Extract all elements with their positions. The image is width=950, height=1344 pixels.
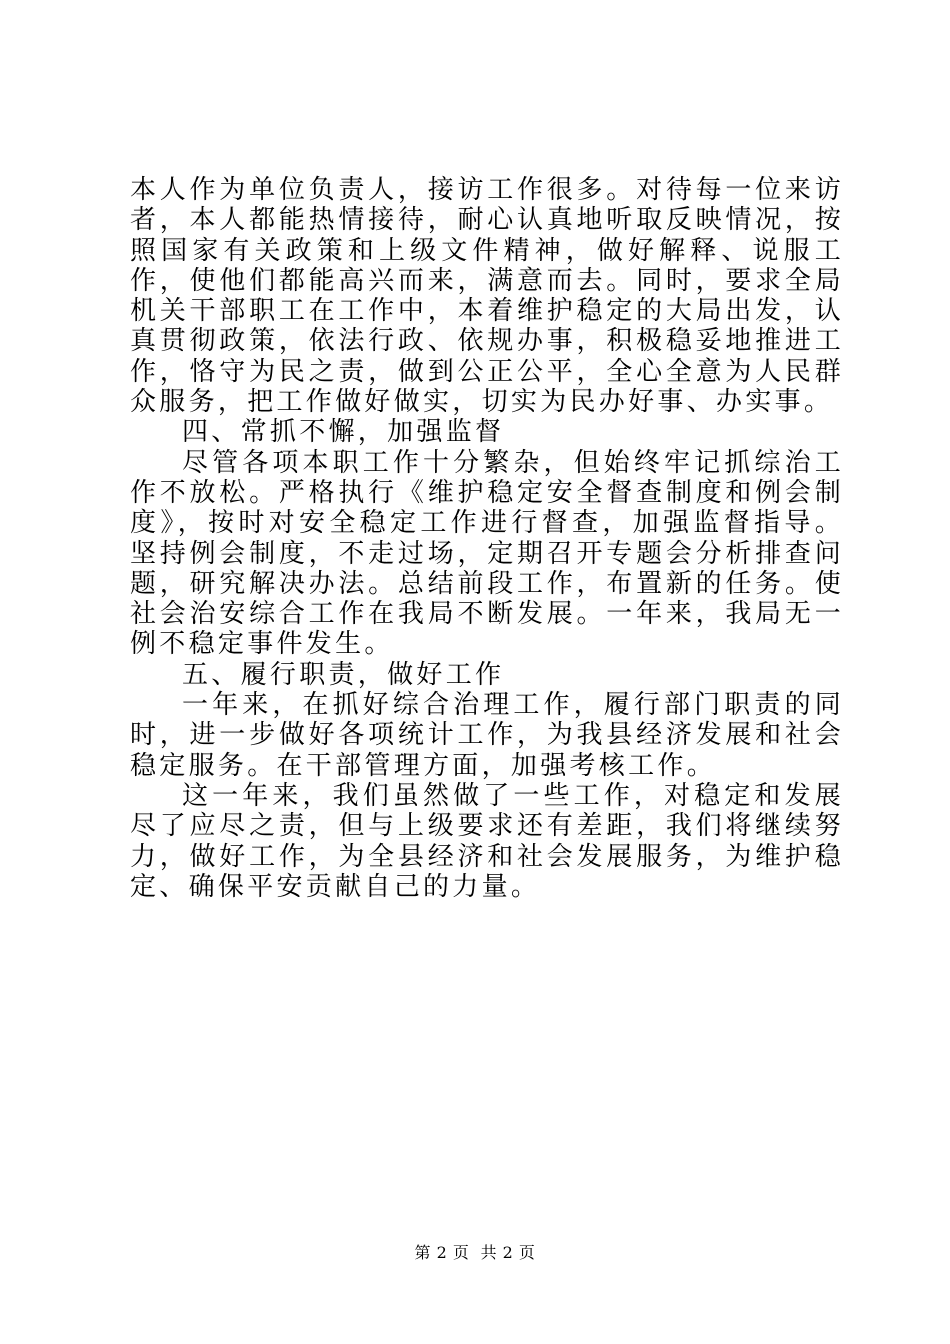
section-heading-duties: 五、履行职责，做好工作 — [182, 659, 505, 690]
paragraph-duties: 一年来，在抓好综合治理工作，履行部门职责的同时，进一步做好各项统计工作，为我县经济发展和社会稳定服务。在干部管理方面，加强考核工作。 — [130, 690, 844, 781]
paragraph-reception-work: 本人作为单位负责人，接访工作很多。对待每一位来访者，本人都能热情接待，耐心认真地听取反映情况，按照国家有关政策和上级文件精神，做好解释、说服工作，使他们都能高兴而来，满意而去。同时，要求全局机关干部职工在工作中，本着维护稳定的大局出发，认真贯彻政策，依法行政、依规办事，积极稳妥地推进工作，恪守为民之责，做到公正公平，全心全意为人民群众服务，把工作做好做实，切实为民办好事、办实事。 — [130, 175, 844, 418]
paragraph-conclusion: 这一年来，我们虽然做了一些工作，对稳定和发展尽了应尽之责，但与上级要求还有差距，我们将继续努力，做好工作，为全县经济和社会发展服务，为维护稳定、确保平安贡献自己的力量。 — [130, 780, 844, 902]
paragraph-supervision: 尽管各项本职工作十分繁杂，但始终牢记抓综治工作不放松。严格执行《维护稳定安全督查制度和例会制度》，按时对安全稳定工作进行督查，加强监督指导。坚持例会制度，不走过场，定期召开专题会分析排查问题，研究解决办法。总结前段工作，布置新的任务。使社会治安综合工作在我局不断发展。一年来，我局无一例不稳定事件发生。 — [130, 447, 844, 660]
document-body — [130, 175, 844, 902]
page-number-footer: 第 2 页 共 2 页 — [414, 1243, 536, 1262]
section-heading-supervision: 四、常抓不懈，加强监督 — [182, 417, 505, 448]
